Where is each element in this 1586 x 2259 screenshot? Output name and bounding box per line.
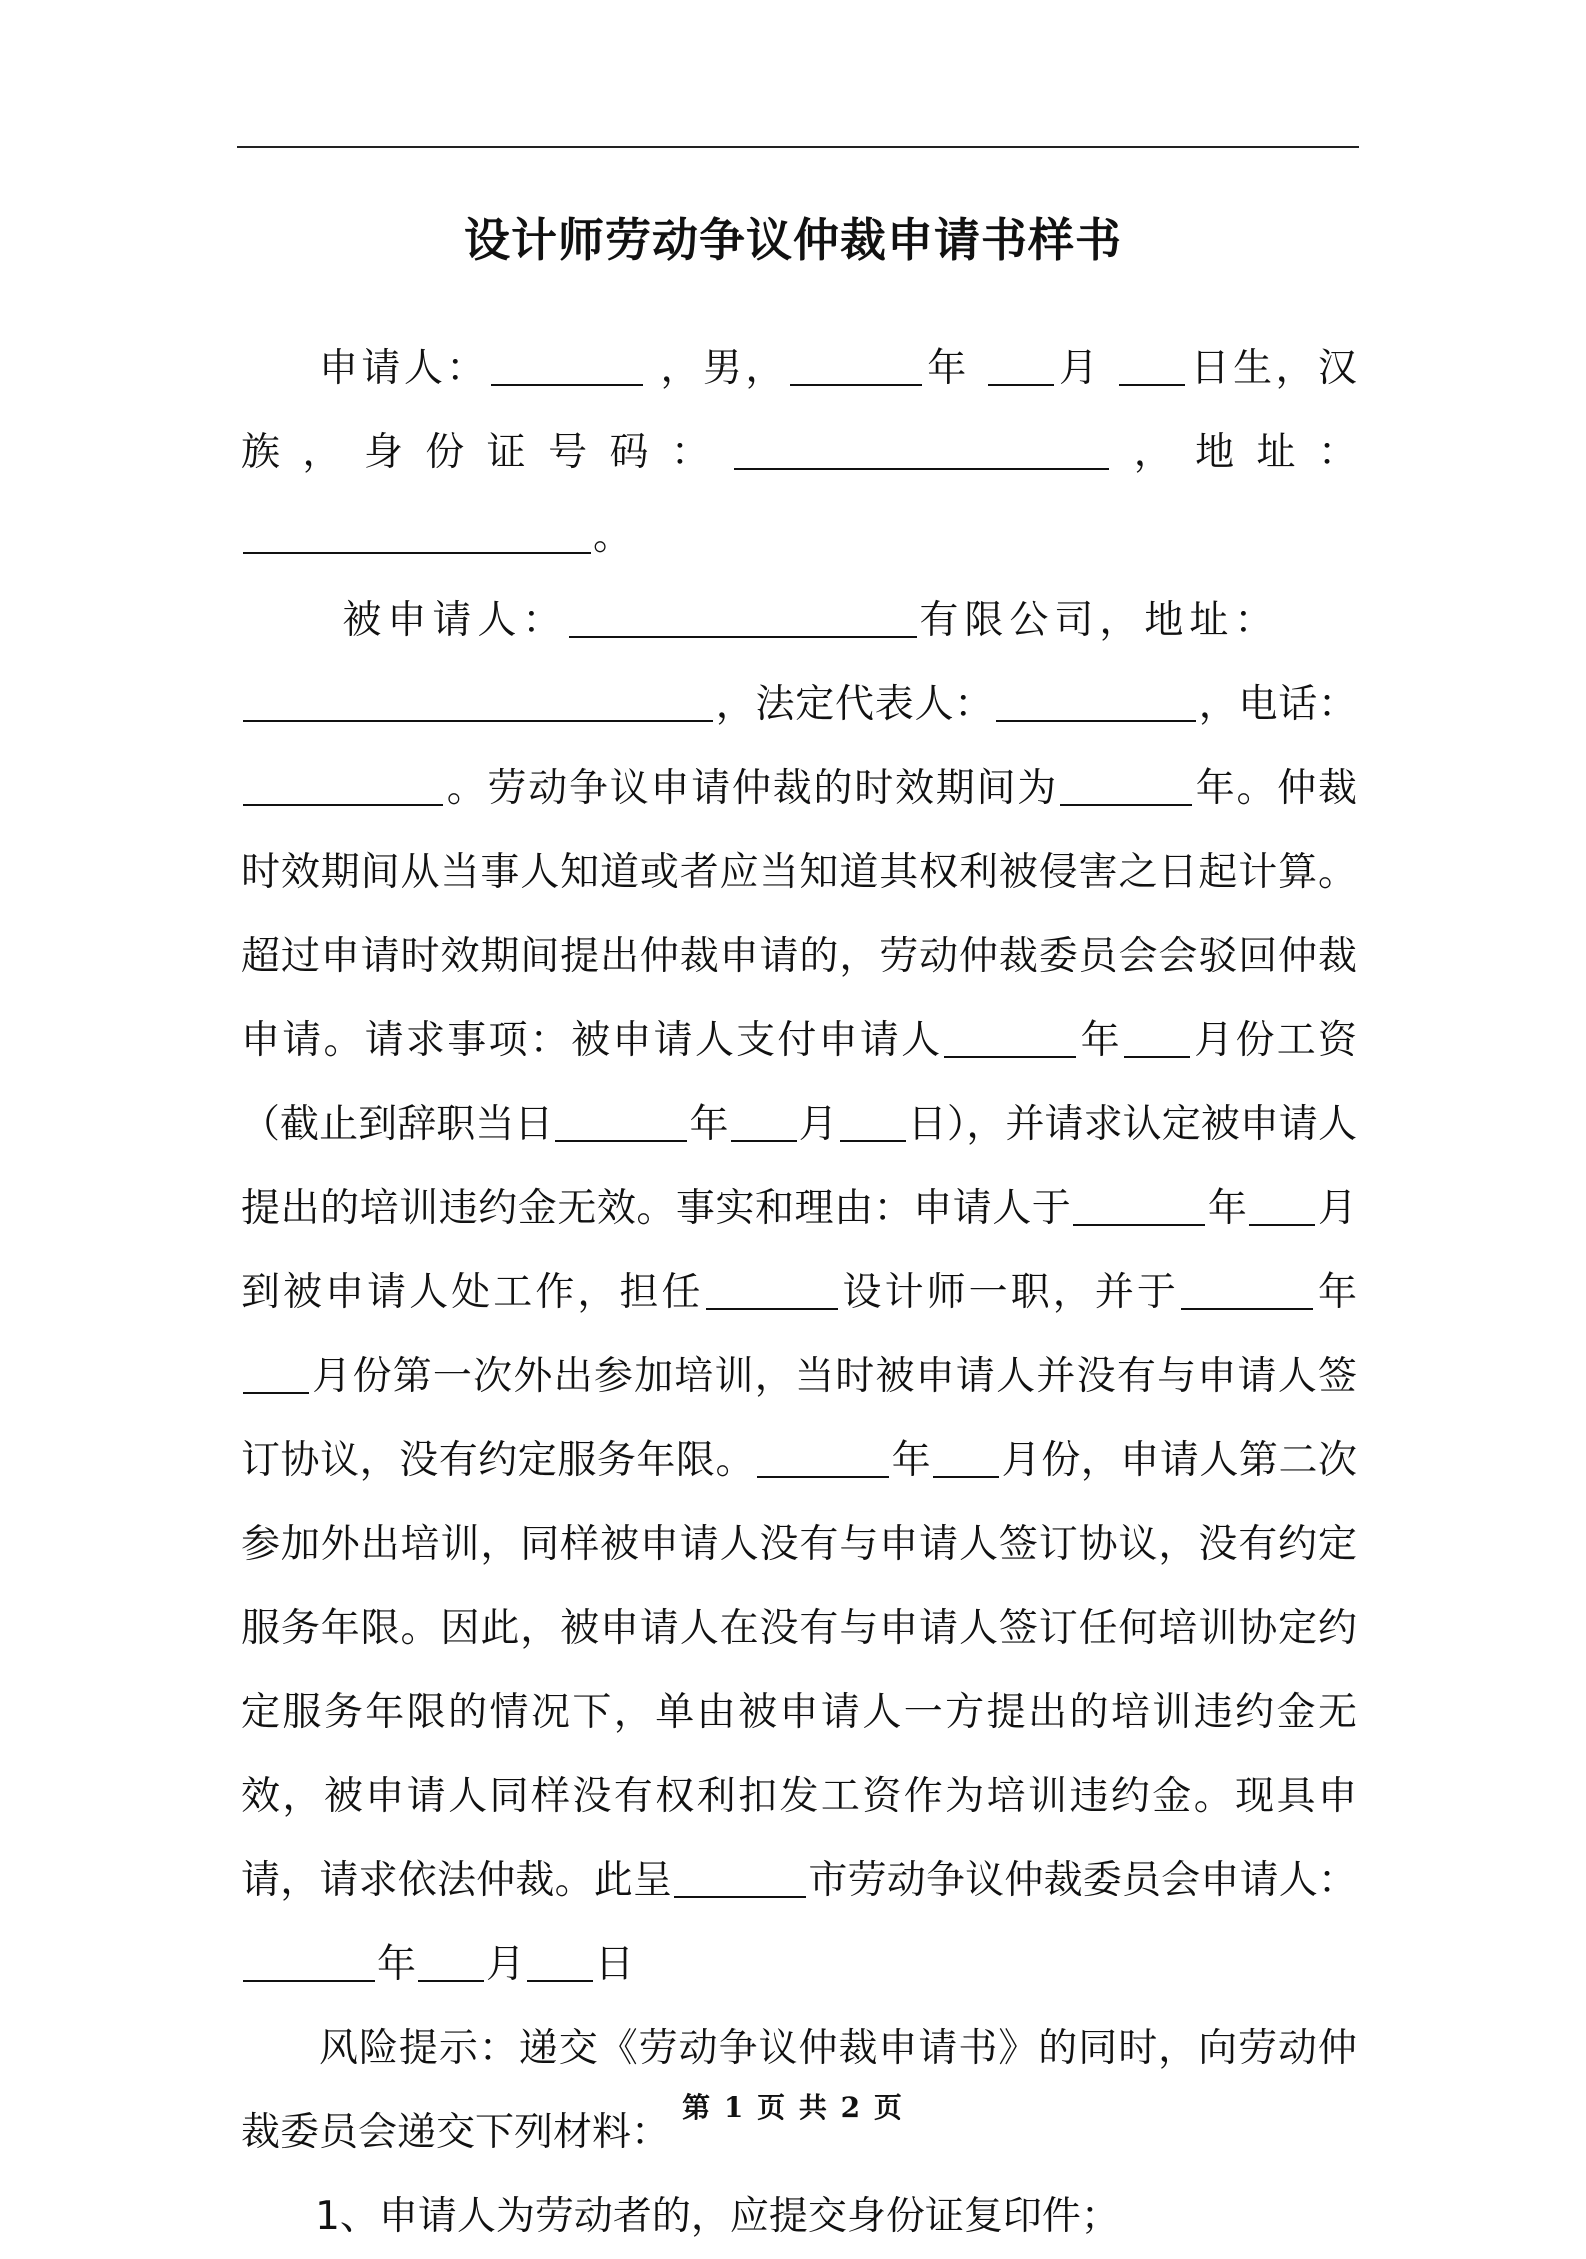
respondent-paragraph <box>241 579 1357 663</box>
address-label: ，地址： <box>1111 430 1357 475</box>
body-s17: 月 <box>486 1942 526 1987</box>
document-body <box>241 327 1357 2259</box>
respondent-name-blank <box>569 601 917 638</box>
birth-text: 日生，汉族， <box>241 346 1357 475</box>
resign-month-blank <box>731 1105 797 1142</box>
resign-year-blank <box>555 1105 687 1142</box>
respondent-label: 被申请人： <box>342 598 568 643</box>
body-s6: 月 <box>798 1102 838 1147</box>
risk-paragraph: 风险提示：递交《劳动争议仲裁申请书》的同时，向劳动仲裁委员会递交下列材料： <box>241 2026 1357 2155</box>
id-label: 身份证号码： <box>363 430 733 475</box>
company-text: 有限公司，地址： <box>919 598 1280 643</box>
training2-month-blank <box>933 1441 999 1478</box>
body-s12: 月份第一次外出参加培训，当时被申请人并没有与申请人签订协议，没有约定服务年限。 <box>241 1354 1357 1483</box>
wage-month-blank <box>1124 1021 1190 1058</box>
body-s8: 年 <box>1207 1186 1248 1231</box>
sign-year-blank <box>243 1945 375 1982</box>
body-s11: 年 <box>1314 1270 1357 1315</box>
birth-year-blank <box>790 349 922 386</box>
sign-day-blank <box>527 1945 593 1982</box>
id-number-blank <box>734 433 1109 470</box>
start-month-blank <box>1249 1189 1315 1226</box>
respondent-address-blank <box>243 685 713 722</box>
resign-day-blank <box>840 1105 906 1142</box>
wage-year-blank <box>944 1021 1076 1058</box>
month-text: 月 <box>1055 346 1102 391</box>
legal-rep-blank <box>996 685 1196 722</box>
phone-label: ，电话： <box>1197 682 1357 727</box>
body-s18: 日 <box>595 1942 635 1987</box>
applicant-label: 申请人： <box>319 346 489 391</box>
address-blank <box>243 517 591 554</box>
body-s15: 市劳动争议仲裁委员会申请人： <box>808 1858 1357 1903</box>
start-year-blank <box>1073 1189 1205 1226</box>
page-footer: 第 1 页 共 2 页 <box>682 2091 904 2124</box>
training2-year-blank <box>757 1441 889 1478</box>
body-s14: 月份，申请人第二次参加外出培训，同样被申请人没有与申请人签订协议，没有约定服务年限。因此，被申请人在没有与申请人签订任何培训协定约定服务年限的情况下，单由被申请人一方提出的培训违约金无效，被申请人同样没有权利扣发工资作为培训违约金。现具申请，请求依法仲裁。此呈 <box>241 1438 1357 1903</box>
body-s5: 年 <box>689 1102 729 1147</box>
body-s7: 日），并请求认定被申请人提出的培训违约金无效。事实和理由：申请人于 <box>241 1102 1357 1231</box>
training1-year-blank <box>1181 1273 1313 1310</box>
legal-rep-label: ，法定代表人： <box>715 682 994 727</box>
end-mark: 。 <box>593 514 633 559</box>
body-s3: 年 <box>1078 1018 1122 1063</box>
gender-text: ，男， <box>660 346 788 391</box>
phone-blank <box>243 769 443 806</box>
applicant-name-blank <box>491 349 643 386</box>
body-s4: 月份工资（截止到辞职当日 <box>241 1018 1357 1147</box>
birth-month-blank <box>988 349 1054 386</box>
body-s2: 年。仲裁时效期间从当事人知道或者应当知道其权利被侵害之日起计算。超过申请时效期间提出仲裁申请的，劳动仲裁委员会会驳回仲裁申请。请求事项：被申请人支付申请人 <box>241 766 1357 1063</box>
applicant-paragraph <box>241 327 1357 579</box>
position-blank <box>706 1273 838 1310</box>
main-paragraph <box>241 663 1357 2007</box>
risk-item-1: 1、申请人为劳动者的，应提交身份证复印件； <box>315 2194 1120 2239</box>
training1-month-blank <box>243 1357 309 1394</box>
body-s10: 设计师一职，并于 <box>839 1270 1179 1315</box>
birth-day-blank <box>1119 349 1185 386</box>
body-s9: 月到被申请人处工作，担任 <box>241 1186 1357 1315</box>
body-s13: 年 <box>891 1438 932 1483</box>
header-rule <box>237 146 1359 148</box>
sign-month-blank <box>418 1945 484 1982</box>
document-title: 设计师劳动争议仲裁申请书样书 <box>464 213 1122 267</box>
body-s1: 。劳动争议申请仲裁的时效期间为 <box>445 766 1058 811</box>
body-s16: 年 <box>377 1942 417 1987</box>
limitation-years-blank <box>1060 769 1192 806</box>
year-text: 年 <box>923 346 970 391</box>
city-blank <box>674 1861 806 1898</box>
